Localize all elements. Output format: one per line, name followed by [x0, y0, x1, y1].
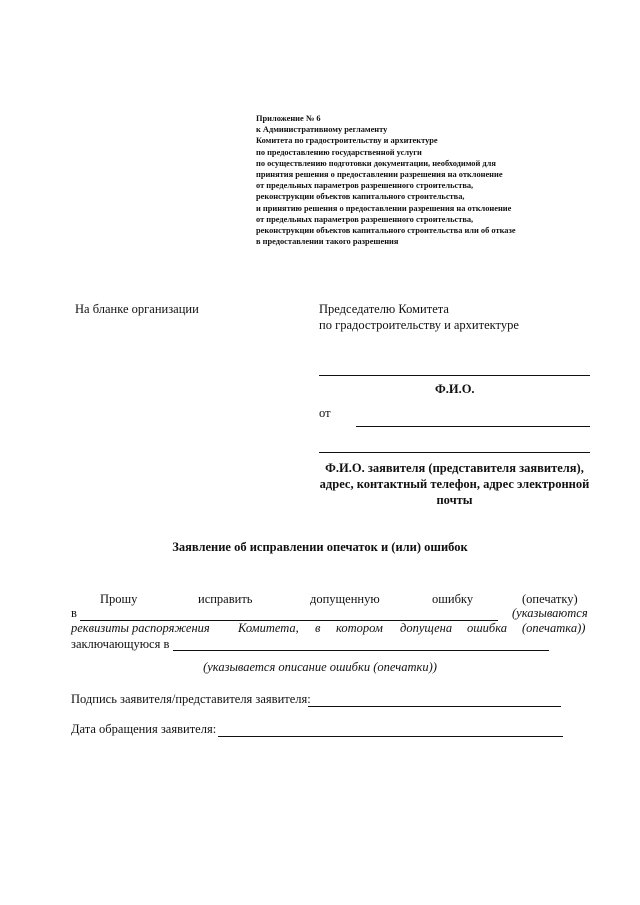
document-title: Заявление об исправлении опечаток и (или) ошибок [172, 540, 468, 554]
body-hint-word: распоряжения [132, 621, 210, 635]
applicant-caption-line-1: Ф.И.О. заявителя (представителя заявителя), [325, 461, 584, 475]
signature-label: Подпись заявителя/представителя заявителя: [71, 692, 311, 706]
letterhead-note: На бланке организации [75, 302, 199, 316]
appendix-line: Приложение № 6 [256, 114, 321, 123]
appendix-line: по осуществлению подготовки документации, необходимой для [256, 158, 496, 168]
appendix-line: к Административному регламенту [256, 125, 388, 135]
appendix-line: принятия решения о предоставлении разрешения на отклонение [256, 170, 503, 180]
appendix-line: и принятию решения о предоставлении разрешения на отклонение [256, 203, 512, 213]
applicant-caption [319, 460, 590, 508]
row2-hint: (указываются [512, 606, 588, 620]
applicant-caption-line-3: почты [436, 493, 473, 507]
appendix-line: реконструкции объектов капитального строительства или об отказе [256, 226, 516, 236]
addressee-line-1: Председателю Комитета [319, 302, 449, 316]
body-hint-word: ошибка [467, 621, 508, 635]
from-label: от [319, 406, 331, 420]
appendix-line: реконструкции объектов капитального строительства, [256, 192, 465, 202]
body-hint-word: котором [336, 621, 383, 635]
fio-caption: Ф.И.О. [435, 382, 475, 396]
body-hint-word: Комитета, [238, 621, 299, 635]
signature-field[interactable] [308, 706, 561, 707]
error-description-field[interactable] [173, 650, 549, 651]
applicant-field-2[interactable] [319, 452, 590, 453]
body-word: (опечатку) [522, 592, 578, 606]
body-word: допущенную [310, 592, 380, 606]
appendix-line: от предельных параметров разрешенного строительства, [256, 181, 474, 191]
applicant-field-1[interactable] [356, 426, 590, 427]
description-hint: (указывается описание ошибки (опечатки)) [203, 660, 437, 674]
date-field[interactable] [218, 736, 563, 737]
row4-prefix: заключающуюся в [71, 637, 170, 651]
body-word: исправить [198, 592, 253, 606]
body-word: ошибку [432, 592, 474, 606]
body-word: Прошу [100, 592, 138, 606]
recipient-fio-field[interactable] [319, 375, 590, 376]
body-hint-word: в [315, 621, 321, 635]
appendix-block [256, 113, 516, 247]
body-hint-word: допущена [400, 621, 453, 635]
date-label: Дата обращения заявителя: [71, 722, 217, 736]
appendix-line: по предоставлению государственной услуги [256, 147, 422, 157]
appendix-line: Комитета по градостроительству и архитектуре [256, 136, 438, 146]
appendix-line: от предельных параметров разрешенного строительства, [256, 214, 474, 224]
appendix-line: в предоставлении такого разрешения [256, 237, 399, 247]
body-hint-word: (опечатка)) [522, 621, 586, 635]
applicant-caption-line-2: адрес, контактный телефон, адрес электронной [319, 477, 590, 491]
addressee-line-2: по градостроительству и архитектуре [319, 318, 519, 332]
body-hint-word: реквизиты [71, 621, 129, 635]
row2-prefix: в [71, 606, 77, 620]
